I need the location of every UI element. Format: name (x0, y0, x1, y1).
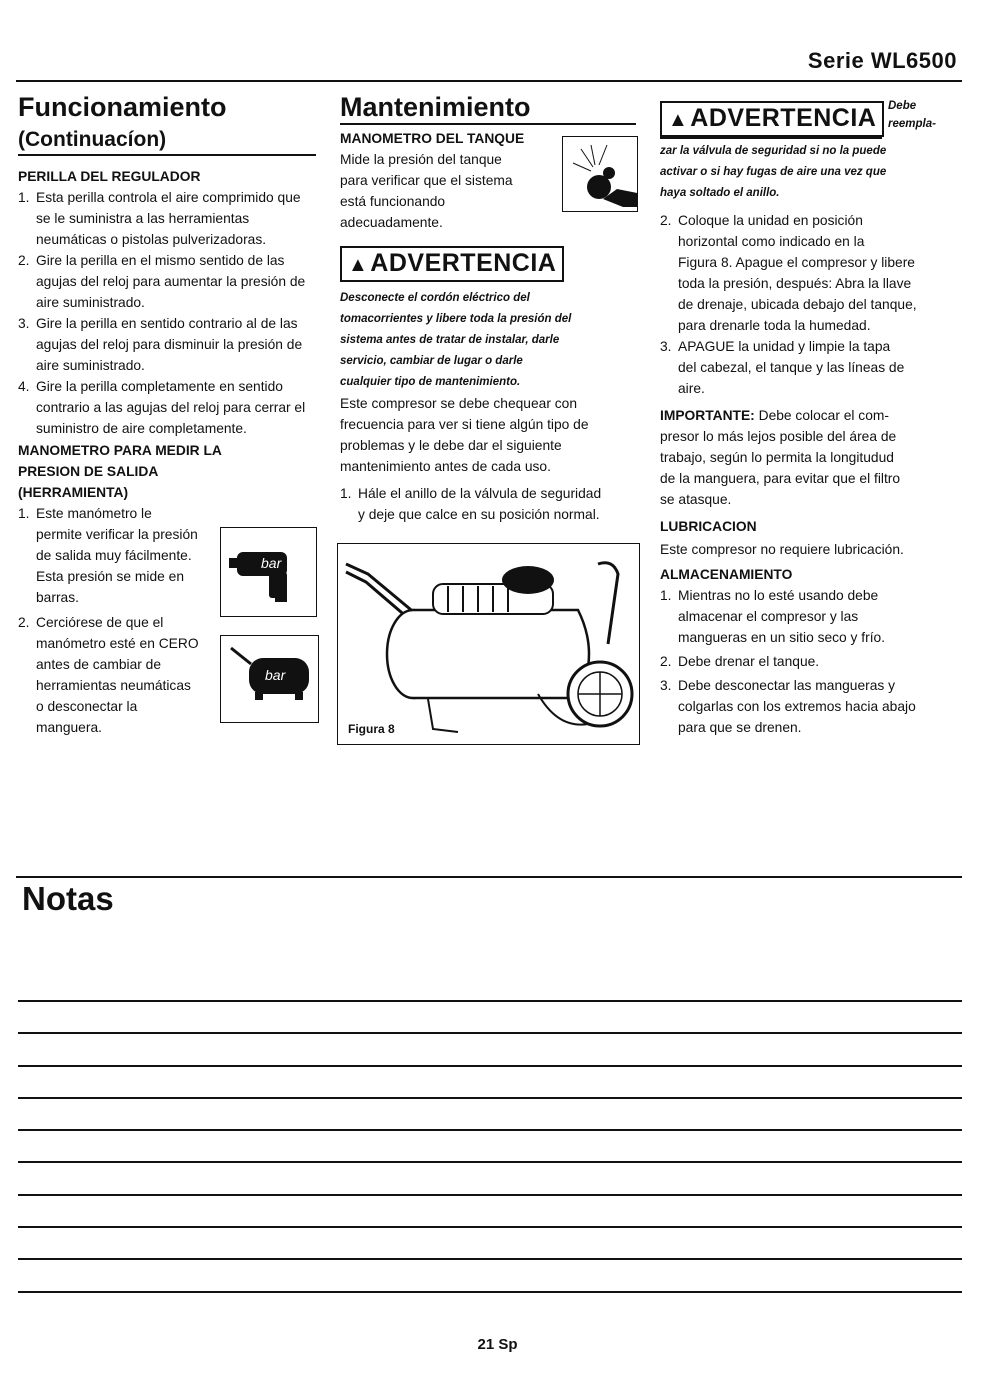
list-item: 3. Gire la perilla en sentido contrario al de las agujas del reloj para disminuir la presión de aire suministrado. (18, 316, 303, 373)
section-title-maintenance: Mantenimiento (340, 92, 531, 122)
column-maintenance-continued (660, 97, 960, 738)
list-item: 3. Debe desconectar las mangueras y colgarlas con los extremos hacia abajo para que se drenen. (660, 677, 916, 735)
compressor-gauge-image (220, 635, 319, 723)
note-line (18, 1258, 962, 1260)
maintenance-body: Este compresor se debe chequear con frecuencia para ver si tiene algún tipo de problemas y le debe dar el siguiente mantenimiento antes de cada uso. (340, 396, 589, 474)
gauge-heading: MANOMETRO PARA MEDIR LA PRESION DE SALIDA (HERRAMIENTA) (18, 443, 222, 500)
tank-gauge-image (562, 136, 638, 212)
list-item: 1. Esta perilla controla el aire comprimido que se le suministra a las herramientas neumáticas o pistolas pulverizadoras. (18, 190, 301, 247)
note-line (18, 1065, 962, 1067)
impact-wrench-gauge-image (220, 527, 317, 617)
lubrication-text: Este compresor no requiere lubricación. (660, 541, 904, 557)
warning-text: zar la válvula de seguridad si no la puede activar o si hay fugas de aire una vez que haya soltado el anillo. (660, 144, 887, 199)
tank-gauge-heading: MANOMETRO DEL TANQUE (340, 131, 525, 146)
section-subtitle: (Continuacíon) (18, 128, 167, 151)
regulator-list (18, 187, 318, 439)
maintenance-rule (340, 123, 636, 125)
list-item: 1. Mientras no lo esté usando debe almacenar el compresor y las mangueras en un sitio seco y frío. (660, 587, 886, 645)
list-item: 4. Gire la perilla completamente en sentido contrario a las agujas del reloj para cerrar el suministro de aire completamente. (18, 379, 306, 436)
compressor-icon (221, 636, 318, 722)
notes-title: Notas (22, 880, 114, 917)
note-line (18, 1194, 962, 1196)
regulator-heading: PERILLA DEL REGULADOR (18, 169, 201, 184)
note-line (18, 1161, 962, 1163)
list-item: 2. Debe drenar el tanque. (660, 653, 820, 669)
impact-wrench-icon (221, 528, 316, 616)
list-item: 2. Cerciórese de que el manómetro esté en CERO antes de cambiar de herramientas neumáticas o desconectar la manguera. (18, 615, 199, 735)
list-item: 1. Hále el anillo de la válvula de seguridad y deje que calce en su posición normal. (340, 486, 602, 522)
warning-side-text: Debe reempla- (888, 100, 936, 130)
maintenance-list-continued (660, 210, 960, 399)
important-note: IMPORTANTE: Debe colocar el com- presor lo más lejos posible del área de trabajo, según lo permita la longitudud de la manguera, para evitar que el filtro se atasque. (660, 407, 901, 507)
notes-top-rule (16, 876, 962, 878)
warning-triangle-icon: ▲ (348, 254, 369, 276)
warning-text: Desconecte el cordón eléctrico del tomacorrientes y libere toda la presión del sistema antes de tratar de instalar, darle servicio, cambiar de lugar o darle cualquier tipo de mantenimiento. (340, 292, 572, 388)
maintenance-list (340, 483, 640, 525)
series-label: Serie WL6500 (807, 48, 957, 73)
page-number: 21 Sp (477, 1336, 518, 1353)
lubrication-heading: LUBRICACION (660, 518, 757, 534)
subtitle-rule (18, 154, 316, 156)
note-line (18, 1097, 962, 1099)
warning-badge: ▲ADVERTENCIA (340, 246, 564, 282)
figure-8-compressor (337, 543, 640, 745)
note-line (18, 1129, 962, 1131)
note-line (18, 1032, 962, 1034)
list-item: 3. APAGUE la unidad y limpie la tapa del cabezal, el tanque y las líneas de aire. (660, 338, 905, 396)
storage-list (660, 585, 960, 738)
note-line (18, 1291, 962, 1293)
gauge-bar-label: bar (265, 667, 286, 683)
warning-badge: ▲ADVERTENCIA (660, 101, 884, 137)
tank-gauge-text: Mide la presión del tanque para verificar que el sistema está funcionando adecuadamente. (340, 152, 513, 230)
list-item: 2. Gire la perilla en el mismo sentido de las agujas del reloj para aumentar la presión de aire suministrado. (18, 253, 306, 310)
warning-triangle-icon: ▲ (668, 109, 689, 131)
burst-hazard-icon (563, 137, 637, 211)
figure-label: Figura 8 (348, 722, 395, 736)
storage-heading: ALMACENAMIENTO (660, 566, 793, 582)
list-item: 2. Coloque la unidad en posición horizontal como indicado en la Figura 8. Apague el compresor y libere toda la presión, después: Abra la llave de drenaje, ubicada debajo del tanque, para drenarle toda la humedad. (660, 212, 917, 333)
header-rule (16, 80, 962, 82)
warning-rule (660, 137, 882, 139)
gauge-bar-label: bar (261, 555, 282, 571)
list-item: 1. Este manómetro le permite verificar la presión de salida muy fácilmente. Esta presión se mide en barras. (18, 506, 198, 605)
compressor-illustration (338, 544, 639, 744)
note-line (18, 1000, 962, 1002)
note-line (18, 1226, 962, 1228)
section-title-operation: Funcionamiento (18, 92, 227, 122)
